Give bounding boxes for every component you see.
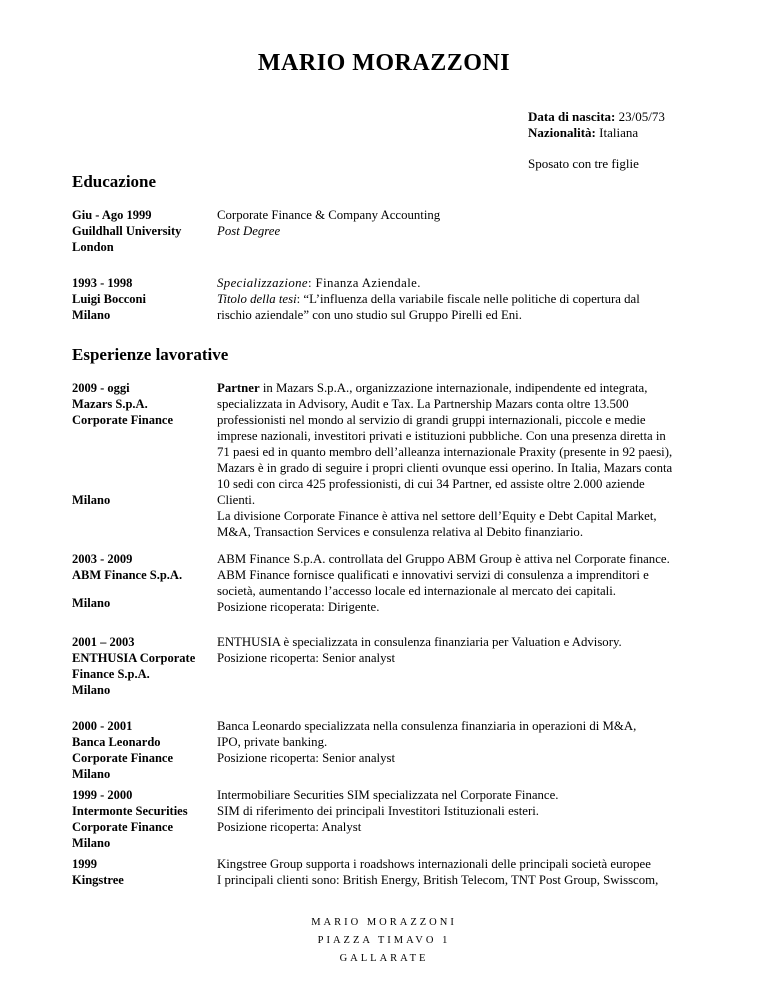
entry-company: Kingstree <box>72 873 124 887</box>
nationality <box>528 125 638 141</box>
entry-institution: Guildhall University <box>72 224 182 238</box>
entry-text: La divisione Corporate Finance è attiva nel settore dell’Equity e Debt Capital Market, <box>217 509 657 523</box>
entry-text: SIM di riferimento dei principali Investitori Istituzionali esteri. <box>217 804 539 818</box>
entry-text: IPO, private banking. <box>217 735 328 749</box>
specialization-label: Specializzazione <box>217 276 308 290</box>
birth-date-value: 23/05/73 <box>618 109 665 124</box>
entry-text: Intermobiliare Securities SIM specializzata nel Corporate Finance. <box>217 788 559 802</box>
entry-company: ENTHUSIA Corporate <box>72 651 196 665</box>
entry-company: Intermonte Securities <box>72 804 188 818</box>
education-entry-2-meta <box>72 275 197 323</box>
entry-date: 2009 - oggi <box>72 381 130 395</box>
specialization-value: : Finanza Aziendale. <box>308 276 421 290</box>
experience-entry-1-meta <box>72 380 197 428</box>
education-entry-1-meta <box>72 207 197 255</box>
entry-text: Mazars è in grado di seguire i propri clienti ovunque essi operino. In Italia, Mazars conta <box>217 461 673 475</box>
entry-city: Milano <box>72 308 111 322</box>
entry-company: Finance S.p.A. <box>72 667 150 681</box>
entry-company: Banca Leonardo <box>72 735 161 749</box>
entry-date: 1993 - 1998 <box>72 276 133 290</box>
entry-text: Posizione ricoperta: Senior analyst <box>217 651 396 665</box>
entry-text: Banca Leonardo specializzata nella consulenza finanziaria in operazioni di M&A, <box>217 719 637 733</box>
entry-date: Giu - Ago 1999 <box>72 208 152 222</box>
entry-date: 2001 – 2003 <box>72 635 135 649</box>
entry-text: Posizione ricoperata: Dirigente. <box>217 600 380 614</box>
entry-city: Milano <box>72 493 111 507</box>
entry-text: Partner in Mazars S.p.A., organizzazione internazionale, indipendente ed integrata, <box>217 381 648 395</box>
entry-text: ENTHUSIA è specializzata in consulenza finanziaria per Valuation e Advisory. <box>217 635 622 649</box>
partner-label: Partner <box>217 381 260 395</box>
entry-division: Corporate Finance <box>72 751 174 765</box>
entry-company: Mazars S.p.A. <box>72 397 148 411</box>
entry-text: ABM Finance S.p.A. controllata del Gruppo ABM Group è attiva nel Corporate finance. <box>217 552 670 566</box>
thesis-text: : “L’influenza della variabile fiscale nelle politiche di copertura dal <box>296 292 640 306</box>
entry-text <box>217 291 697 307</box>
entry-text: ABM Finance fornisce qualificati e innovativi servizi di consulenza a imprenditori e <box>217 568 649 582</box>
entry-text: Posizione ricoperta: Senior analyst <box>217 751 396 765</box>
experience-entry-4-meta <box>72 718 197 782</box>
section-title-education: Educazione <box>72 172 157 191</box>
education-entry-2-body <box>217 275 697 323</box>
experience-entry-2-body <box>217 551 697 615</box>
experience-entry-4-body <box>217 718 697 766</box>
entry-text: I principali clienti sono: British Energy, British Telecom, TNT Post Group, Swisscom, <box>217 873 659 887</box>
experience-entry-3-body <box>217 634 697 666</box>
entry-company: ABM Finance S.p.A. <box>72 568 183 582</box>
entry-text: Clienti. <box>217 493 256 507</box>
entry-text: società, aumentando l’accesso locale ed internazionale al mercato dei capitali. <box>217 584 616 598</box>
footer-address: PIAZZA TIMAVO 1 <box>317 935 451 946</box>
entry-date: 2003 - 2009 <box>72 552 133 566</box>
family-status: Sposato con tre figlie <box>528 156 639 171</box>
entry-city: Milano <box>72 836 111 850</box>
entry-city: London <box>72 240 114 254</box>
entry-text: M&A, Transaction Services e consulenza relativa al Debito finanziario. <box>217 525 584 539</box>
birth-date-label: Data di nascita: <box>528 109 616 124</box>
entry-division: Corporate Finance <box>72 820 174 834</box>
birth-date <box>528 109 665 125</box>
experience-entry-3-meta <box>72 634 197 698</box>
entry-city: Milano <box>72 683 111 697</box>
experience-entry-6-meta <box>72 856 197 888</box>
entry-city: Milano <box>72 767 111 781</box>
section-title-experience: Esperienze lavorative <box>72 345 229 364</box>
nationality-value: Italiana <box>599 125 639 140</box>
page-title: MARIO MORAZZONI <box>257 50 511 76</box>
entry-date: 1999 - 2000 <box>72 788 133 802</box>
entry-division: Corporate Finance <box>72 413 174 427</box>
education-entry-1-body <box>217 207 697 239</box>
page-footer <box>0 914 768 968</box>
entry-institution: Luigi Bocconi <box>72 292 146 306</box>
entry-text: Corporate Finance & Company Accounting <box>217 208 441 222</box>
entry-city: Milano <box>72 596 111 610</box>
entry-text: professionisti nel mondo al servizio di grandi gruppi internazionali, piccole e medie <box>217 413 646 427</box>
entry-text <box>217 275 697 291</box>
entry-text: imprese nazionali, investitori privati e istituzioni pubbliche. Con una presenza diretta in <box>217 429 666 443</box>
thesis-label: Titolo della tesi <box>217 292 297 306</box>
entry-text: Kingstree Group supporta i roadshows internazionali delle principali società europee <box>217 857 651 871</box>
entry-text: Posizione ricoperta: Analyst <box>217 820 362 834</box>
nationality-label: Nazionalità: <box>528 125 596 140</box>
experience-entry-5-body <box>217 787 697 835</box>
experience-entry-6-body <box>217 856 697 888</box>
entry-date: 1999 <box>72 857 97 871</box>
experience-entry-1-body <box>217 380 697 540</box>
experience-entry-2-meta <box>72 551 197 583</box>
entry-text: 71 paesi ed in quanto membro dell’alleanza internazionale Praxity (presente in 92 paesi), <box>217 445 673 459</box>
footer-city: GALLARATE <box>339 953 429 964</box>
experience-entry-5-meta <box>72 787 197 851</box>
entry-text: Post Degree <box>217 224 281 238</box>
entry-date: 2000 - 2001 <box>72 719 133 733</box>
entry-text: 10 sedi con circa 425 professionisti, di cui 34 Partner, ed assiste oltre 2.000 aziende <box>217 477 645 491</box>
footer-name: MARIO MORAZZONI <box>311 917 457 928</box>
entry-text: specializzata in Advisory, Audit e Tax. La Partnership Mazars conta oltre 13.500 <box>217 397 629 411</box>
entry-text: rischio aziendale” con uno studio sul Gruppo Pirelli ed Eni. <box>217 308 522 322</box>
